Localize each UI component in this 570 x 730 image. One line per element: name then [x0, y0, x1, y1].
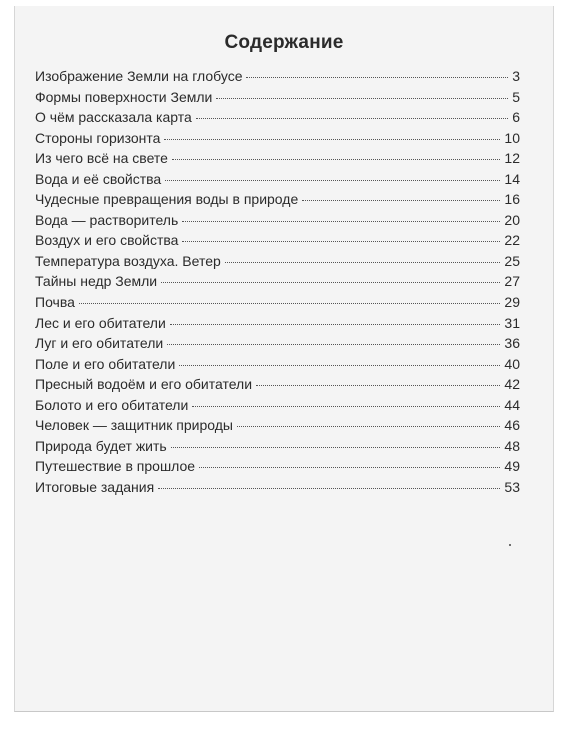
toc-entry-page-number: 40	[504, 355, 520, 372]
toc-entry-page-number: 46	[504, 417, 520, 434]
dot-leader	[179, 365, 500, 366]
toc-entry[interactable]	[35, 333, 520, 354]
toc-entry-title: Человек — защитник природы	[35, 417, 233, 434]
dot-leader	[158, 488, 500, 489]
toc-entry-page-number: 10	[504, 129, 520, 146]
toc-entry-title: Природа будет жить	[35, 437, 167, 454]
toc-entry-title: Пресный водоём и его обитатели	[35, 376, 253, 393]
toc-entry-page-number: 49	[504, 458, 520, 475]
toc-entry-page-number: 20	[504, 211, 520, 228]
toc-entry-title: Почва	[35, 294, 75, 311]
stray-dot-mark	[509, 544, 511, 546]
dot-leader	[216, 98, 508, 99]
toc-entry-title: Температура воздуха. Ветер	[35, 252, 221, 269]
toc-entry-page-number: 27	[504, 273, 520, 290]
toc-entry-page-number: 14	[504, 170, 520, 187]
toc-entry-page-number: 36	[504, 335, 520, 352]
toc-entry-title: Поле и его обитатели	[35, 355, 176, 372]
dot-leader	[196, 118, 508, 119]
document-page	[14, 6, 554, 712]
toc-entry-page-number: 22	[504, 232, 520, 249]
dot-leader	[164, 139, 500, 140]
toc-entry[interactable]	[35, 374, 520, 395]
dot-leader	[182, 241, 500, 242]
dot-leader	[161, 282, 500, 283]
toc-entry[interactable]	[35, 87, 520, 108]
dot-leader	[192, 406, 500, 407]
toc-entry-title: Луг и его обитатели	[35, 335, 164, 352]
toc-entry-page-number: 53	[504, 478, 520, 495]
toc-entry-title: Чудесные превращения воды в природе	[35, 191, 299, 208]
dot-leader	[182, 221, 500, 222]
toc-entry[interactable]	[35, 271, 520, 292]
toc-entry-title: О чём рассказала карта	[35, 109, 192, 126]
toc-entry[interactable]	[35, 415, 520, 436]
toc-entry[interactable]	[35, 210, 520, 231]
dot-leader	[256, 385, 500, 386]
toc-entry[interactable]	[35, 354, 520, 375]
toc-entry[interactable]	[35, 313, 520, 334]
toc-entry[interactable]	[35, 251, 520, 272]
toc-entry-title: Изображение Земли на глобусе	[35, 68, 243, 84]
toc-entry[interactable]	[35, 169, 520, 190]
toc-entry-page-number: 16	[504, 191, 520, 208]
toc-entry-title: Вода и её свойства	[35, 170, 162, 187]
toc-entry-title: Болото и его обитатели	[35, 396, 189, 413]
toc-entry-page-number: 44	[504, 396, 520, 413]
toc-entry-page-number: 12	[504, 150, 520, 167]
toc-entry[interactable]	[35, 128, 520, 149]
toc-entry[interactable]	[35, 395, 520, 416]
toc-entry-title: Из чего всё на свете	[35, 150, 168, 167]
toc-entry[interactable]	[35, 436, 520, 457]
toc-entry-page-number: 3	[512, 68, 520, 84]
toc-entry-page-number: 29	[504, 294, 520, 311]
toc-entry-title: Лес и его обитатели	[35, 314, 166, 331]
toc-entry-title: Формы поверхности Земли	[35, 88, 213, 105]
dot-leader	[225, 262, 501, 263]
toc-entry[interactable]	[35, 292, 520, 313]
dot-leader	[246, 77, 508, 78]
toc-entry-page-number: 31	[504, 314, 520, 331]
toc-entry[interactable]	[35, 456, 520, 477]
page-title: Содержание	[224, 32, 344, 53]
dot-leader	[171, 447, 501, 448]
toc-entry-title: Путешествие в прошлое	[35, 458, 196, 475]
toc-entry-page-number: 6	[512, 109, 520, 126]
toc-entry-page-number: 5	[512, 88, 520, 105]
toc-entry-title: Тайны недр Земли	[35, 273, 158, 290]
dot-leader	[237, 426, 500, 427]
toc-entry[interactable]	[35, 189, 520, 210]
toc-entry-page-number: 42	[504, 376, 520, 393]
dot-leader	[302, 200, 500, 201]
dot-leader	[165, 180, 500, 181]
toc-entry-title: Вода — растворитель	[35, 211, 179, 228]
dot-leader	[172, 159, 500, 160]
toc-entry-title: Итоговые задания	[35, 478, 155, 495]
toc-entry[interactable]	[35, 107, 520, 128]
toc-entry[interactable]	[35, 477, 520, 498]
toc-entry-title: Воздух и его свойства	[35, 232, 179, 249]
toc-entry[interactable]	[35, 230, 520, 251]
dot-leader	[170, 324, 501, 325]
dot-leader	[79, 303, 501, 304]
dot-leader	[199, 467, 500, 468]
toc-entry[interactable]	[35, 66, 520, 87]
toc-entry-page-number: 25	[504, 252, 520, 269]
dot-leader	[167, 344, 500, 345]
table-of-contents	[35, 66, 520, 497]
toc-entry-title: Стороны горизонта	[35, 129, 161, 146]
toc-entry[interactable]	[35, 148, 520, 169]
toc-entry-page-number: 48	[504, 437, 520, 454]
